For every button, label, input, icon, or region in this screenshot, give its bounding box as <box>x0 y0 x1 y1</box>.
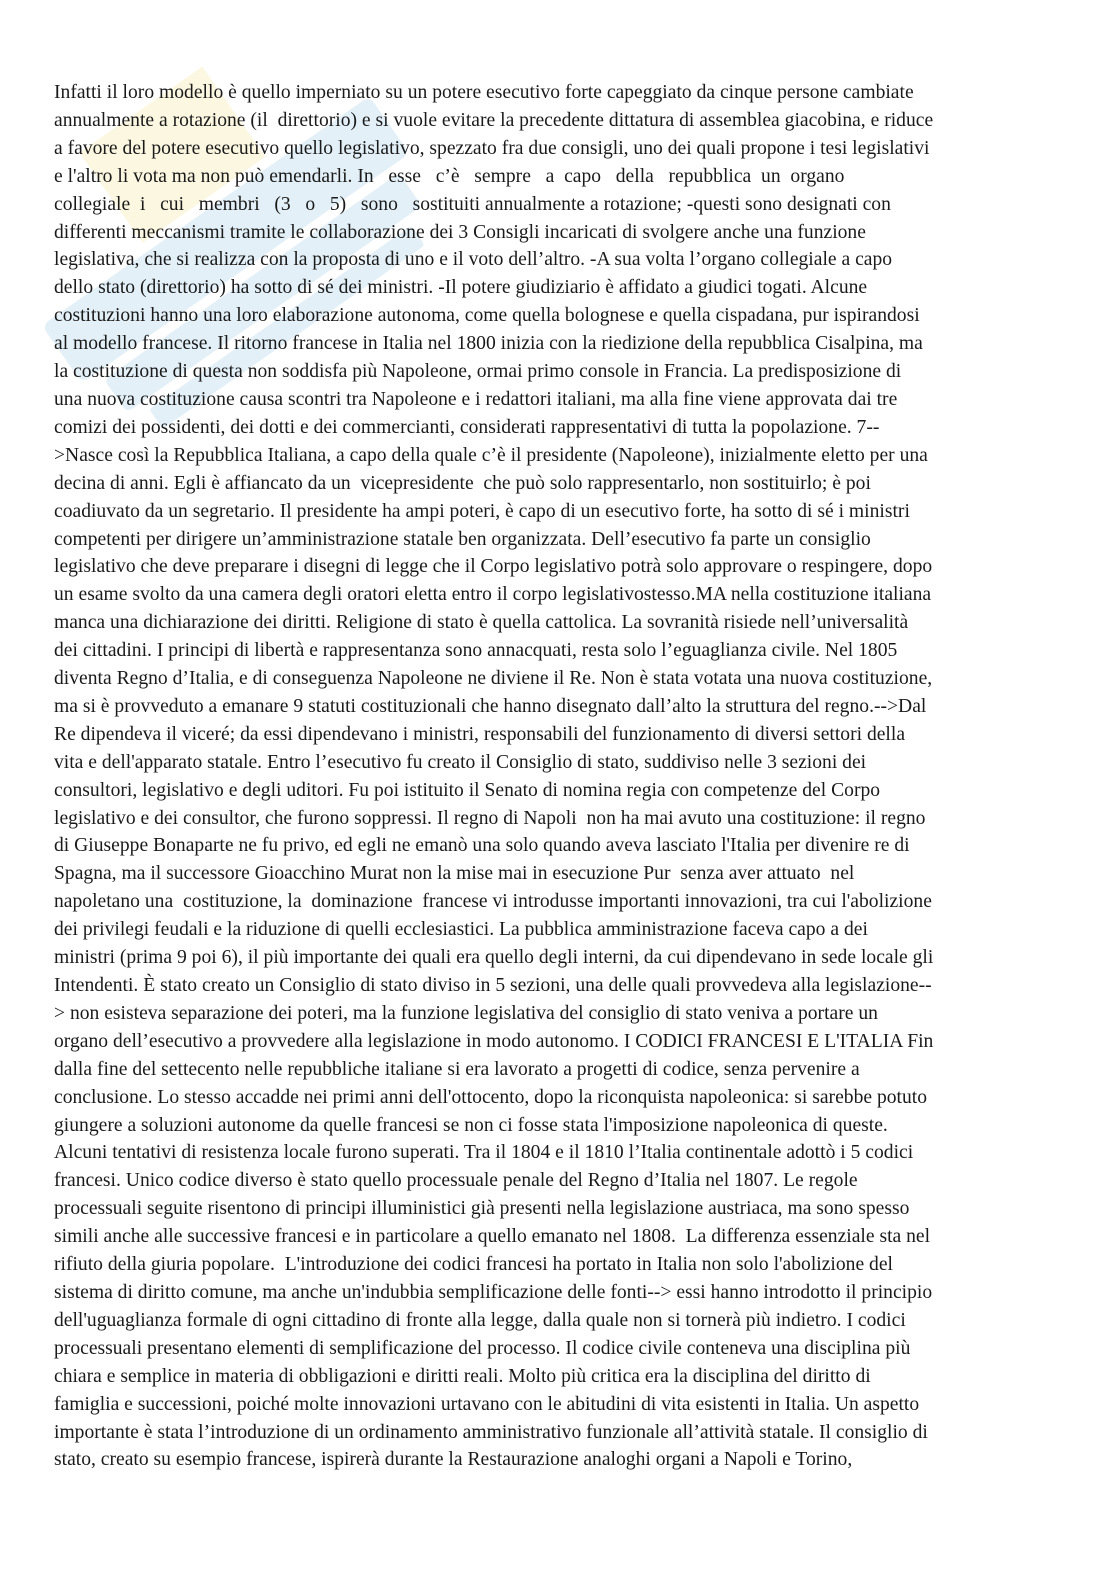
text-line: conclusione. Lo stesso accadde nei primi anni dell'ottocento, dopo la riconquista napoleonica: si sarebbe potuto <box>54 1086 928 1108</box>
text-line: organo dell’esecutivo a provvedere alla legislazione in modo autonomo. I CODICI FRANCESI E L'ITALIA Fin <box>54 1030 934 1052</box>
text-line: a favore del potere esecutivo quello legislativo, spezzato fra due consigli, uno dei quali propone i tesi legislativi <box>54 137 930 159</box>
text-line: la costituzione di questa non soddisfa più Napoleone, ormai primo console in Francia. La predisposizione di <box>54 361 902 383</box>
text-line: dei privilegi feudali e la riduzione di quelli ecclesiastici. La pubblica amministrazione faceva capo a dei <box>54 919 868 941</box>
text-line: legislativo e dei consultor, che furono soppressi. Il regno di Napoli non ha mai avuto una costituzione: il regno <box>54 807 926 829</box>
text-line: costituzioni hanno una loro elaborazione autonoma, come quella bolognese e quella cispadana, pur ispirandosi <box>54 305 920 327</box>
text-line: giungere a soluzioni autonome da quelle francesi se non ci fosse stata l'imposizione napoleonica di queste. <box>54 1114 888 1136</box>
text-line: >Nasce così la Repubblica Italiana, a capo della quale c’è il presidente (Napoleone), inizialmente eletto per una <box>54 444 928 466</box>
text-line: di Giuseppe Bonaparte ne fu privo, ed egli ne emanò una solo quando aveva lasciato l'Italia per divenire re di <box>54 835 910 857</box>
text-line: annualmente a rotazione (il direttorio) e si vuole evitare la precedente dittatura di assemblea giacobina, e riduce <box>54 109 934 131</box>
text-line: napoletano una costituzione, la dominazione francese vi introdusse importanti innovazioni, tra cui l'abolizione <box>54 891 932 913</box>
text-line: Alcuni tentativi di resistenza locale furono superati. Tra il 1804 e il 1810 l’Italia continentale adottò i 5 codici <box>54 1142 914 1164</box>
text-line: Re dipendeva il viceré; da essi dipendevano i ministri, responsabili del funzionamento di diversi settori della <box>54 723 906 745</box>
text-line: dell'uguaglianza formale di ogni cittadino di fronte alla legge, dalla quale non si tornerà più indietro. I codici <box>54 1309 906 1331</box>
text-line: comizi dei possidenti, dei dotti e dei commercianti, considerati rappresentativi di tutta la popolazione. 7-- <box>54 416 880 438</box>
text-line: una nuova costituzione causa scontri tra Napoleone e i redattori italiani, ma alla fine viene approvata dai tre <box>54 388 898 410</box>
text-line: ma si è provveduto a emanare 9 statuti costituzionali che hanno disegnato dall’alto la struttura del regno.-->Dal <box>54 695 927 717</box>
text-line: dei cittadini. I principi di libertà e rappresentanza sono annacquati, resta solo l’eguaglianza civile. Nel 1805 <box>54 640 898 662</box>
text-line: legislativa, che si realizza con la proposta di uno e il voto dell’altro. -A sua volta l’organo collegiale a capo <box>54 249 893 271</box>
text-line: dalla fine del settecento nelle repubbliche italiane si era lavorato a progetti di codice, senza pervenire a <box>54 1058 860 1080</box>
text-line: francesi. Unico codice diverso è stato quello processuale penale del Regno d’Italia nel 1807. Le regole <box>54 1170 858 1192</box>
text-line: e l'altro li vota ma non può emendarli. In esse c’è sempre a capo della repubblica un organo <box>54 165 845 187</box>
text-line: famiglia e successioni, poiché molte innovazioni urtavano con le abitudini di vita esistenti in Italia. Un aspetto <box>54 1393 920 1415</box>
text-line: Spagna, ma il successore Gioacchino Murat non la mise mai in esecuzione Pur senza aver attuato nel <box>54 863 855 885</box>
text-line: processuali seguite risentono di principi illuministici già presenti nella legislazione austriaca, ma sono spesso <box>54 1198 910 1220</box>
text-line: vita e dell'apparato statale. Entro l’esecutivo fu creato il Consiglio di stato, suddiviso nelle 3 sezioni dei <box>54 751 867 773</box>
text-line: stato, creato su esempio francese, ispirerà durante la Restaurazione analoghi organi a Napoli e Torino, <box>54 1449 853 1471</box>
text-line: un esame svolto da una camera degli oratori eletta entro il corpo legislativostesso.MA nella costituzione italiana <box>54 584 932 606</box>
text-line: collegiale i cui membri (3 o 5) sono sostituiti annualmente a rotazione; -questi sono designati con <box>54 193 891 215</box>
text-line: legislativo che deve preparare i disegni di legge che il Corpo legislativo potrà solo approvare o respingere, dopo <box>54 556 933 578</box>
text-line: diventa Regno d’Italia, e di conseguenza Napoleone ne diviene il Re. Non è stata votata una nuova costituzione, <box>54 668 933 690</box>
text-line: simili anche alle successive francesi e in particolare a quello emanato nel 1808. La differenza essenziale sta nel <box>54 1226 931 1248</box>
text-line: consultori, legislativo e degli uditori. Fu poi istituito il Senato di nomina regia con competenze del Corpo <box>54 779 881 801</box>
text-line: Infatti il loro modello è quello imperniato su un potere esecutivo forte capeggiato da cinque persone cambiate <box>54 82 914 103</box>
text-line: al modello francese. Il ritorno francese in Italia nel 1800 inizia con la riedizione della repubblica Cisalpina, ma <box>54 333 923 355</box>
text-line: sistema di diritto comune, ma anche un'indubbia semplificazione delle fonti--> essi hanno introdotto il principio <box>54 1281 933 1303</box>
text-line: manca una dichiarazione dei diritti. Religione di stato è quella cattolica. La sovranità risiede nell’universalità <box>54 612 909 634</box>
text-line: competenti per dirigere un’amministrazione statale ben organizzata. Dell’esecutivo fa parte un consiglio <box>54 528 871 550</box>
text-line: > non esisteva separazione dei poteri, ma la funzione legislativa del consiglio di stato veniva a portare un <box>54 1002 878 1024</box>
text-line: dello stato (direttorio) ha sotto di sé dei ministri. -Il potere giudiziario è affidato a giudici togati. Alcune <box>54 277 868 299</box>
text-line: rifiuto della giuria popolare. L'introduzione dei codici francesi ha portato in Italia non solo l'abolizione del <box>54 1254 893 1276</box>
text-line: coadiuvato da un segretario. Il presidente ha ampi poteri, è capo di un esecutivo forte, ha sotto di sé i ministri <box>54 500 910 522</box>
document-body <box>54 79 1064 1474</box>
text-line: differenti meccanismi tramite le collaborazione dei 3 Consigli incaricati di svolgere anche una funzione <box>54 221 866 243</box>
text-line: ministri (prima 9 poi 6), il più importante dei quali era quello degli interni, da cui dipendevano in sede locale gli <box>54 947 934 969</box>
text-line: Intendenti. È stato creato un Consiglio di stato diviso in 5 sezioni, una delle quali provvedeva alla legislazione-- <box>54 975 932 996</box>
text-line: importante è stata l’introduzione di un ordinamento amministrativo funzionale all’attività statale. Il consiglio di <box>54 1421 928 1443</box>
text-line: processuali presentano elementi di semplificazione del processo. Il codice civile conteneva una disciplina più <box>54 1337 911 1359</box>
text-line: chiara e semplice in materia di obbligazioni e diritti reali. Molto più critica era la disciplina del diritto di <box>54 1365 871 1387</box>
text-line: decina di anni. Egli è affiancato da un vicepresidente che può solo rappresentarlo, non sostituirlo; è poi <box>54 472 871 494</box>
